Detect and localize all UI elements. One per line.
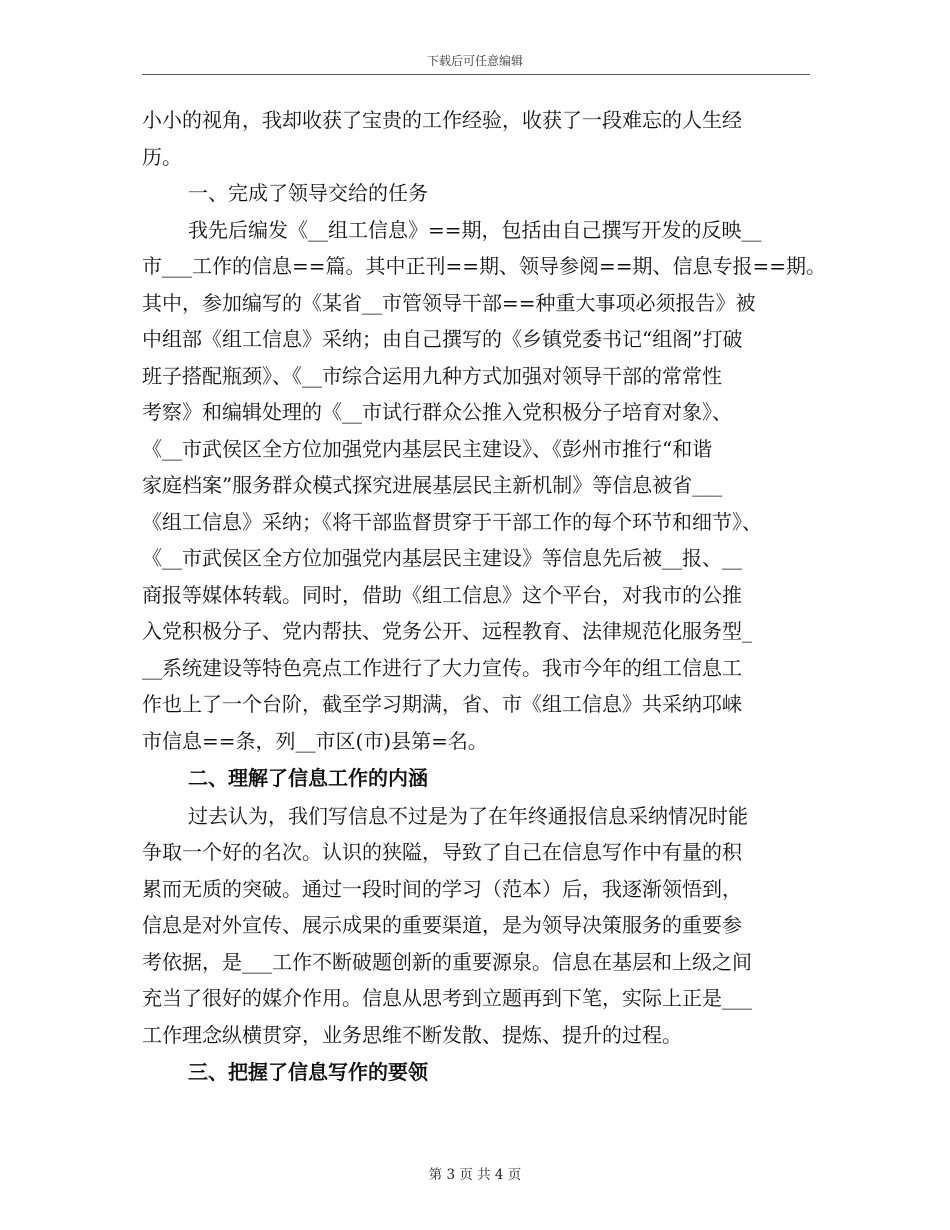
paragraph-line: 商报等媒体转载。同时，借助《组工信息》这个平台，对我市的公推 bbox=[142, 582, 742, 607]
paragraph-line: 考察》和编辑处理的《__市试行群众公推入党积极分子培育对象》、 bbox=[142, 400, 732, 424]
paragraph-line: 信息是对外宣传、展示成果的重要渠道，是为领导决策服务的重要参 bbox=[142, 913, 742, 937]
document-body bbox=[142, 102, 827, 1092]
paragraph-line: 家庭档案”服务群众模式探究进展基层民主新机制》等信息被省___ bbox=[142, 473, 723, 497]
paragraph-line: 班子搭配瓶颈》、《__市综合运用九种方式加强对领导干部的常常性 bbox=[142, 363, 722, 388]
header-divider bbox=[142, 74, 810, 75]
paragraph-line: 作也上了一个台阶，截至学习期满，省、市《组工信息》共采纳邛崃 bbox=[142, 692, 742, 716]
section-heading: 一、完成了领导交给的任务 bbox=[188, 181, 428, 205]
paragraph-line: 《__市武侯区全方位加强党内基层民主建设》、《彭州市推行“和谐 bbox=[142, 436, 713, 461]
page-header: 下载后可任意编辑 bbox=[426, 54, 523, 68]
page-footer: 第 3 页 共 4 页 bbox=[428, 1167, 522, 1183]
paragraph-first-line: 我先后编发《__组工信息》==期，包括由自己撰写开发的反映__ bbox=[188, 217, 762, 242]
paragraph-line: 《组工信息》采纳；《将干部监督贯穿于干部工作的每个环节和细节》、 bbox=[142, 509, 762, 534]
paragraph-line: 其中，参加编写的《某省__市管领导干部==种重大事项必须报告》被 bbox=[142, 290, 756, 315]
paragraph-line: 《__市武侯区全方位加强党内基层民主建设》等信息先后被__报、__ bbox=[142, 546, 742, 570]
paragraph-line: 小小的视角，我却收获了宝贵的工作经验，收获了一段难忘的人生经 bbox=[142, 108, 742, 132]
paragraph-line: 累而无质的突破。通过一段时间的学习（范本）后，我逐渐领悟到， bbox=[142, 876, 742, 901]
paragraph-line: 争取一个好的名次。认识的狭隘，导致了自己在信息写作中有量的积 bbox=[142, 840, 742, 864]
paragraph-line: 历。 bbox=[142, 144, 182, 169]
paragraph-line: 市___工作的信息==篇。其中正刊==期、领导参阅==期、信息专报==期。 bbox=[142, 254, 827, 278]
paragraph-line: 入党积极分子、党内帮扶、党务公开、远程教育、法律规范化服务型_ bbox=[142, 619, 752, 643]
paragraph-line: 工作理念纵横贯穿，业务思维不断发散、提炼、提升的过程。 bbox=[142, 1022, 682, 1047]
paragraph-first-line: 过去认为，我们写信息不过是为了在年终通报信息采纳情况时能 bbox=[188, 803, 748, 828]
paragraph-line: 市信息==条，列__市区(市)县第=名。 bbox=[142, 728, 488, 753]
paragraph-line: 充当了很好的媒介作用。信息从思考到立题再到下笔，实际上正是___ bbox=[142, 986, 752, 1010]
section-heading: 二、理解了信息工作的内涵 bbox=[188, 766, 428, 790]
paragraph-line: __系统建设等特色亮点工作进行了大力宣传。我市今年的组工信息工 bbox=[142, 655, 742, 680]
paragraph-line: 考依据，是___工作不断破题创新的重要源泉。信息在基层和上级之间 bbox=[142, 949, 752, 974]
paragraph-line: 中组部《组工信息》采纳；由自己撰写的《乡镇党委书记“组阁”打破 bbox=[142, 327, 743, 351]
section-heading: 三、把握了信息写作的要领 bbox=[188, 1060, 428, 1084]
